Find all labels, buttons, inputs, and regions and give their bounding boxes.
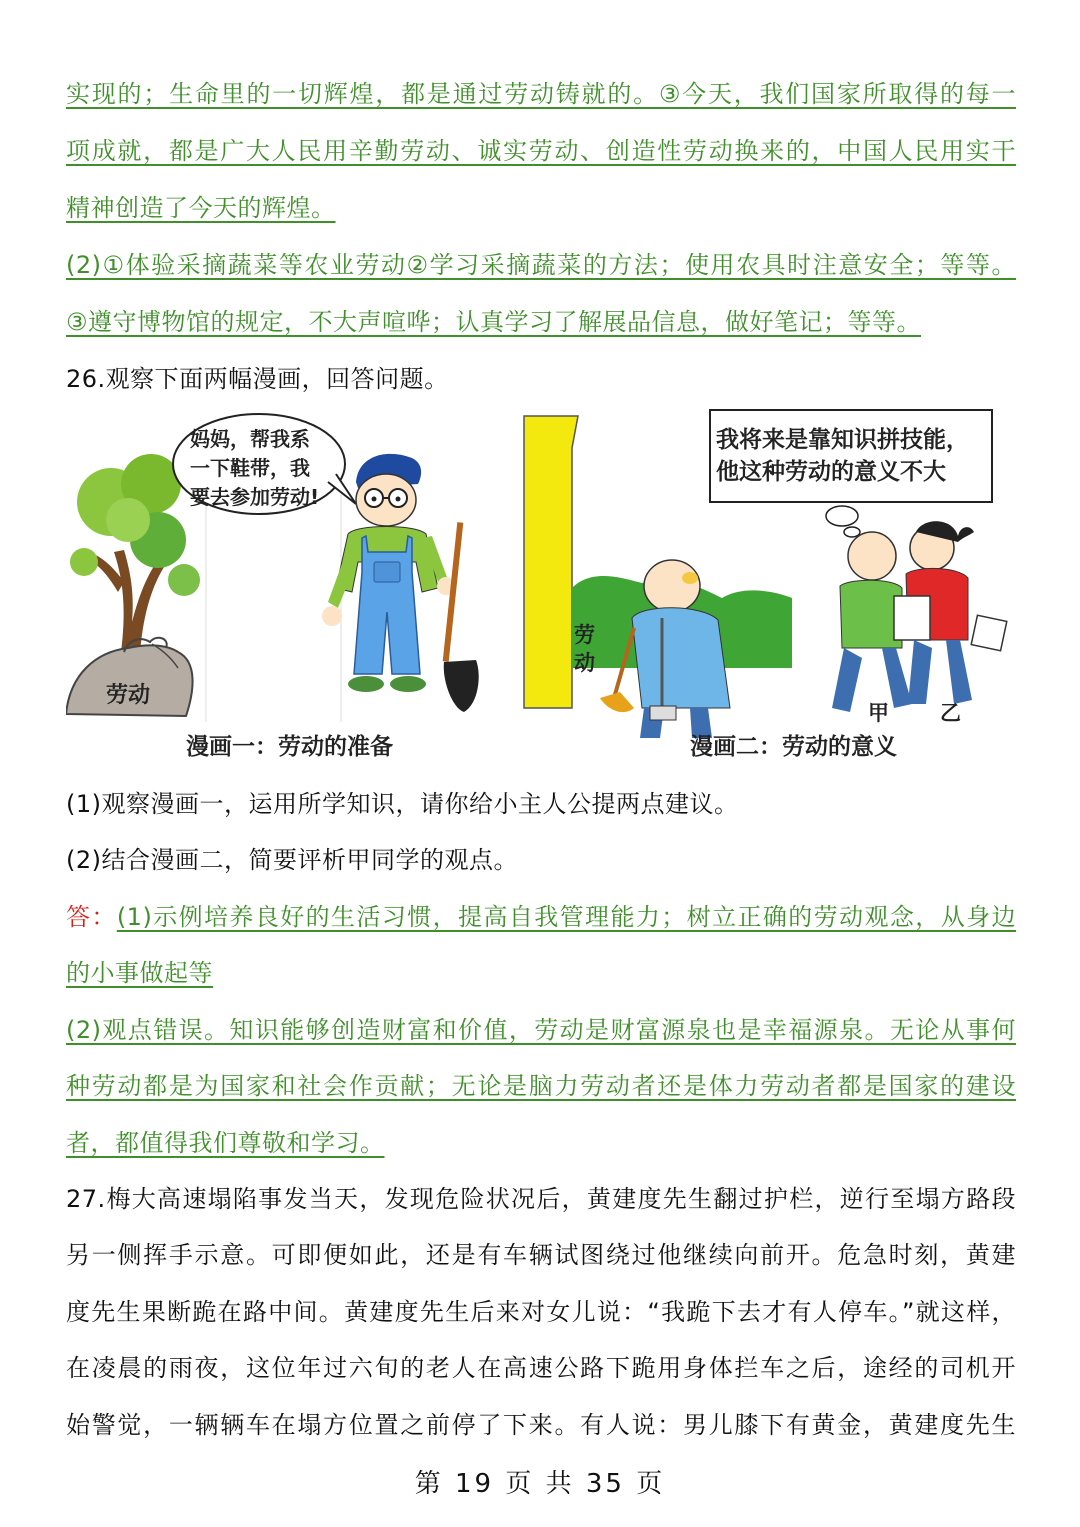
student-yi-icon — [894, 521, 1007, 704]
label-yi: 乙 — [940, 701, 961, 725]
answer-26-line: 答：(1)示例培养良好的生活习惯，提高自我管理能力；树立正确的劳动观念，从身边 — [66, 903, 1017, 931]
question-27-line: 始警觉，一辆辆车在塌方位置之前停了下来。有人说：男儿膝下有黄金，黄建度先生 — [66, 1411, 1016, 1439]
bag-label: 劳动 — [106, 683, 151, 708]
answer-text-line: 实现的；生命里的一切辉煌，都是通过劳动铸就的。③今天，我们国家所取得的每一 — [66, 80, 1016, 108]
sack-icon — [66, 638, 193, 716]
answer-text-line: ③遵守博物馆的规定，不大声喧哗；认真学习了解展品信息，做好笔记；等等。 — [66, 308, 922, 336]
question-26-sub-1: (1)观察漫画一，运用所学知识，请你给小主人公提两点建议。 — [66, 790, 739, 818]
sign-label-1: 劳 — [574, 623, 595, 647]
question-27-line: 在凌晨的雨夜，这位年过六旬的老人在高速公路下跪用身体拦车之后，途经的司机开 — [66, 1354, 1016, 1382]
question-27-line: 另一侧挥手示意。可即便如此，还是有车辆试图绕过他继续向前开。危急时刻，黄建 — [66, 1241, 1016, 1269]
answer-26-line: 者，都值得我们尊敬和学习。 — [66, 1129, 385, 1157]
comic-one-caption: 漫画一：劳动的准备 — [186, 734, 393, 760]
comic-two-caption: 漫画二：劳动的意义 — [690, 734, 897, 760]
page-footer: 第 19 页 共 35 页 — [414, 1469, 666, 1499]
answer-label: 答： — [66, 903, 117, 931]
shovel-icon — [443, 522, 479, 712]
answer-26-line: (2)观点错误。知识能够创造财富和价值，劳动是财富源泉也是幸福源泉。无论从事何 — [66, 1016, 1016, 1044]
answer-26-line: 种劳动都是为国家和社会作贡献；无论是脑力劳动者还是体力劳动者都是国家的建设 — [66, 1072, 1016, 1100]
thought-text: 我将来是靠知识拼技能， 他这种劳动的意义不大 — [716, 427, 969, 485]
sign-label-2: 动 — [574, 651, 595, 675]
answer-text-line: 项成就，都是广大人民用辛勤劳动、诚实劳动、创造性劳动换来的，中国人民用实干 — [66, 137, 1016, 165]
label-jia: 甲 — [868, 701, 889, 725]
speech-bubble-text: 妈妈，帮我系 一下鞋带，我 要去参加劳动! — [190, 427, 320, 509]
question-26-sub-2: (2)结合漫画二，简要评析甲同学的观点。 — [66, 846, 518, 874]
question-27-line: 度先生果断跪在路中间。黄建度先生后来对女儿说：“我跪下去才有人停车。”就这样， — [66, 1298, 1016, 1326]
answer-26-line: 的小事做起等 — [66, 959, 213, 987]
question-27-line: 27.梅大高速塌陷事发当天，发现危险状况后，黄建度先生翻过护栏，逆行至塌方路段 — [66, 1185, 1016, 1213]
answer-text-line: (2)①体验采摘蔬菜等农业劳动②学习采摘蔬菜的方法；使用农具时注意安全；等等。 — [66, 251, 1016, 279]
answer-text-line: 精神创造了今天的辉煌。 — [66, 194, 336, 222]
question-26-stem: 26.观察下面两幅漫画，回答问题。 — [66, 365, 449, 393]
